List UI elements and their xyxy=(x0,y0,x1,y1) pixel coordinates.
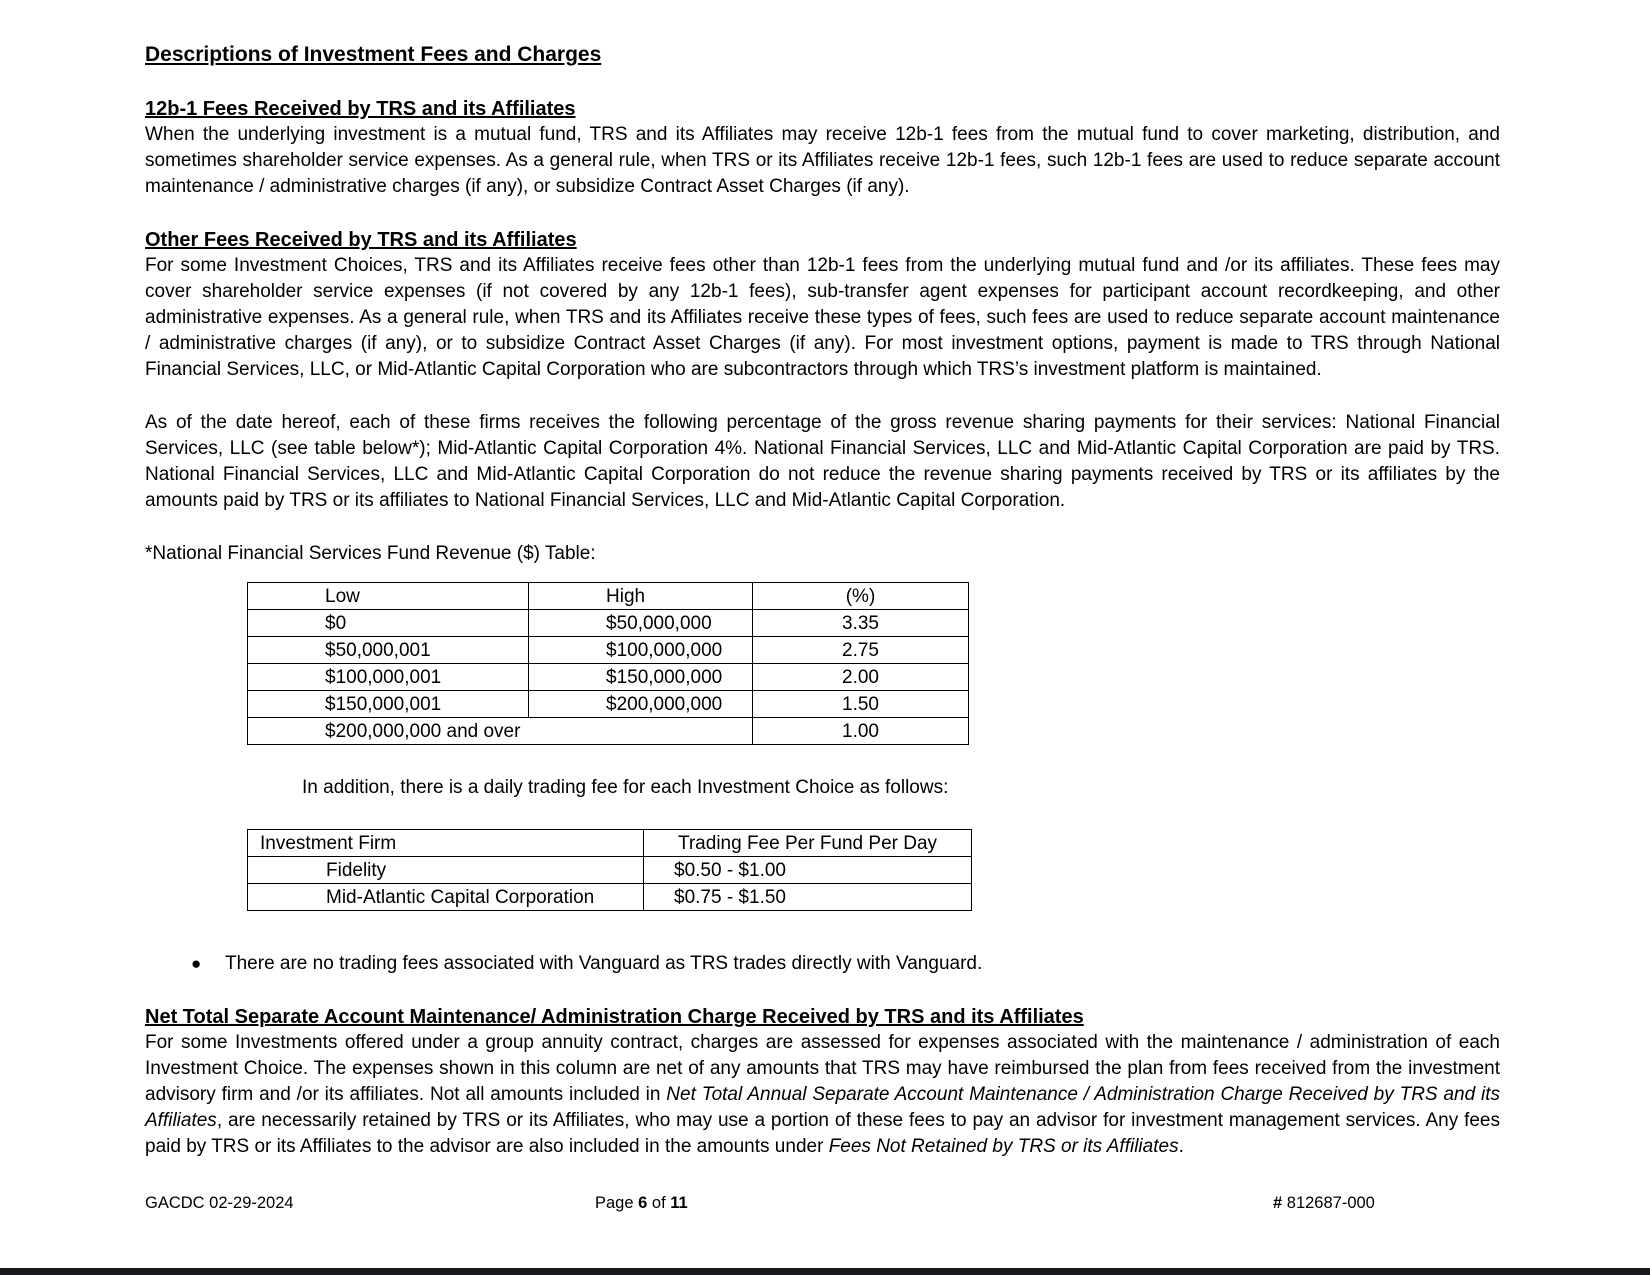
table-row xyxy=(248,857,972,884)
table-cell: $150,000,000 xyxy=(529,664,753,691)
table-row xyxy=(248,610,969,637)
table-cell: 1.50 xyxy=(753,691,969,718)
bullet-icon: ● xyxy=(191,954,202,973)
section-12b1-fees-heading: 12b-1 Fees Received by TRS and its Affiliates xyxy=(145,98,576,120)
table-cell: $50,000,001 xyxy=(248,637,529,664)
table-cell: 2.75 xyxy=(753,637,969,664)
page-title: Descriptions of Investment Fees and Charges xyxy=(145,43,602,66)
table-cell: 2.00 xyxy=(753,664,969,691)
page-footer xyxy=(0,1193,1650,1215)
table-header-cell: High xyxy=(529,583,753,610)
text-segment: Fees Not Retained by TRS or its Affiliates xyxy=(828,1136,1179,1157)
table-row xyxy=(248,884,972,911)
table-cell: $50,000,000 xyxy=(529,610,753,637)
table-header-row xyxy=(248,583,969,610)
window-bottom-edge xyxy=(0,1268,1650,1275)
trading-fee-intro: In addition, there is a daily trading fee for each Investment Choice as follows: xyxy=(302,777,949,798)
text-segment: # xyxy=(1273,1194,1283,1212)
revenue-table-label: *National Financial Services Fund Revenue ($) Table: xyxy=(145,543,596,564)
table-header-cell: Trading Fee Per Fund Per Day xyxy=(644,830,972,857)
table-row xyxy=(248,691,969,718)
section-other-fees-para1: For some Investment Choices, TRS and its Affiliates receive fees other than 12b-1 fees from the underlying mutual fund and /or its affiliates. These fees may cover shareholder service expenses (if not covered by any 12b-1 fees), sub-transfer agent expenses for participant account recordkeeping, and other administrative expenses. As a general rule, when TRS and its Affiliates receive these types of fees, such fees are used to reduce separate account maintenance / administrative charges (if any), or to subsidize Contract Asset Charges (if any). For most investment options, payment is made to TRS through National Financial Services, LLC, or Mid-Atlantic Capital Corporation who are subcontractors through which TRS’s investment platform is maintained. xyxy=(145,255,1500,380)
table-cell: 3.35 xyxy=(753,610,969,637)
text-segment: 812687-000 xyxy=(1282,1194,1375,1212)
table-cell: $200,000,000 and over xyxy=(248,718,753,745)
table-cell: $0.75 - $1.50 xyxy=(644,884,972,911)
table-cell: $150,000,001 xyxy=(248,691,529,718)
table-cell: 1.00 xyxy=(753,718,969,745)
text-segment: 11 xyxy=(670,1194,688,1212)
table-row xyxy=(248,664,969,691)
section-12b1-fees-body: When the underlying investment is a mutual fund, TRS and its Affiliates may receive 12b-1 fees from the mutual fund to cover marketing, distribution, and sometimes shareholder service expenses. As a general rule, when TRS or its Affiliates receive 12b-1 fees, such 12b-1 fees are used to reduce separate account maintenance / administrative charges (if any), or subsidize Contract Asset Charges (if any). xyxy=(145,124,1500,197)
table-cell: $0 xyxy=(248,610,529,637)
table-header-cell: Investment Firm xyxy=(248,830,644,857)
table-cell: Fidelity xyxy=(248,857,644,884)
footer-page-number xyxy=(595,1193,688,1213)
table-row xyxy=(248,637,969,664)
text-segment: 6 xyxy=(638,1194,648,1212)
vanguard-bullet-text: There are no trading fees associated with Vanguard as TRS trades directly with Vanguard. xyxy=(225,953,983,974)
text-segment: . xyxy=(1178,1136,1184,1157)
footer-doc-code: GACDC 02-29-2024 xyxy=(145,1194,294,1212)
text-segment: Net Total Annual Separate Account Maintenance / Administration Charge Received by TRS and its Affiliates xyxy=(145,1084,1500,1131)
section-other-fees-para2: As of the date hereof, each of these firms receives the following percentage of the gross revenue sharing payments for their services: National Financial Services, LLC (see table below*); Mid-Atlantic Capital Corporation 4%. National Financial Services, LLC and Mid-Atlantic Capital Corporation are paid by TRS. National Financial Services, LLC and Mid-Atlantic Capital Corporation do not reduce the revenue sharing payments received by TRS or its affiliates by the amounts paid by TRS or its affiliates to National Financial Services, LLC and Mid-Atlantic Capital Corporation. xyxy=(145,412,1500,511)
table-cell: $100,000,000 xyxy=(529,637,753,664)
table-header-cell: (%) xyxy=(753,583,969,610)
table-cell: Mid-Atlantic Capital Corporation xyxy=(248,884,644,911)
page-content xyxy=(145,42,1500,1160)
table-cell: $100,000,001 xyxy=(248,664,529,691)
section-net-total-body xyxy=(145,1030,1500,1160)
vanguard-bullet-item xyxy=(145,951,1500,977)
table-header-row xyxy=(248,830,972,857)
section-net-total-heading: Net Total Separate Account Maintenance/ Administration Charge Received by TRS and its Affiliates xyxy=(145,1006,1084,1028)
text-segment: of xyxy=(647,1194,671,1212)
section-other-fees-heading: Other Fees Received by TRS and its Affiliates xyxy=(145,229,577,251)
text-segment: For some Investments offered under a group annuity contract, charges are assessed for expenses associated with the maintenance / administration of each Investment Choice. The expenses shown in this column are net of any amounts that TRS may have reimbursed the plan from fees received from the investment advisory firm and /or its affiliates. Not all amounts included in xyxy=(145,1032,1500,1105)
text-segment: Page xyxy=(595,1194,639,1212)
trading-fee-table xyxy=(247,829,972,911)
table-cell: $200,000,000 xyxy=(529,691,753,718)
table-header-cell: Low xyxy=(248,583,529,610)
table-row xyxy=(248,718,969,745)
revenue-table xyxy=(247,582,969,745)
footer-contract-number xyxy=(1273,1193,1375,1213)
table-cell: $0.50 - $1.00 xyxy=(644,857,972,884)
text-segment: , are necessarily retained by TRS or its Affiliates, who may use a portion of these fees to pay an advisor for investment management services. Any fees paid by TRS or its Affiliates to the advisor are also included in the amounts under xyxy=(145,1110,1500,1157)
